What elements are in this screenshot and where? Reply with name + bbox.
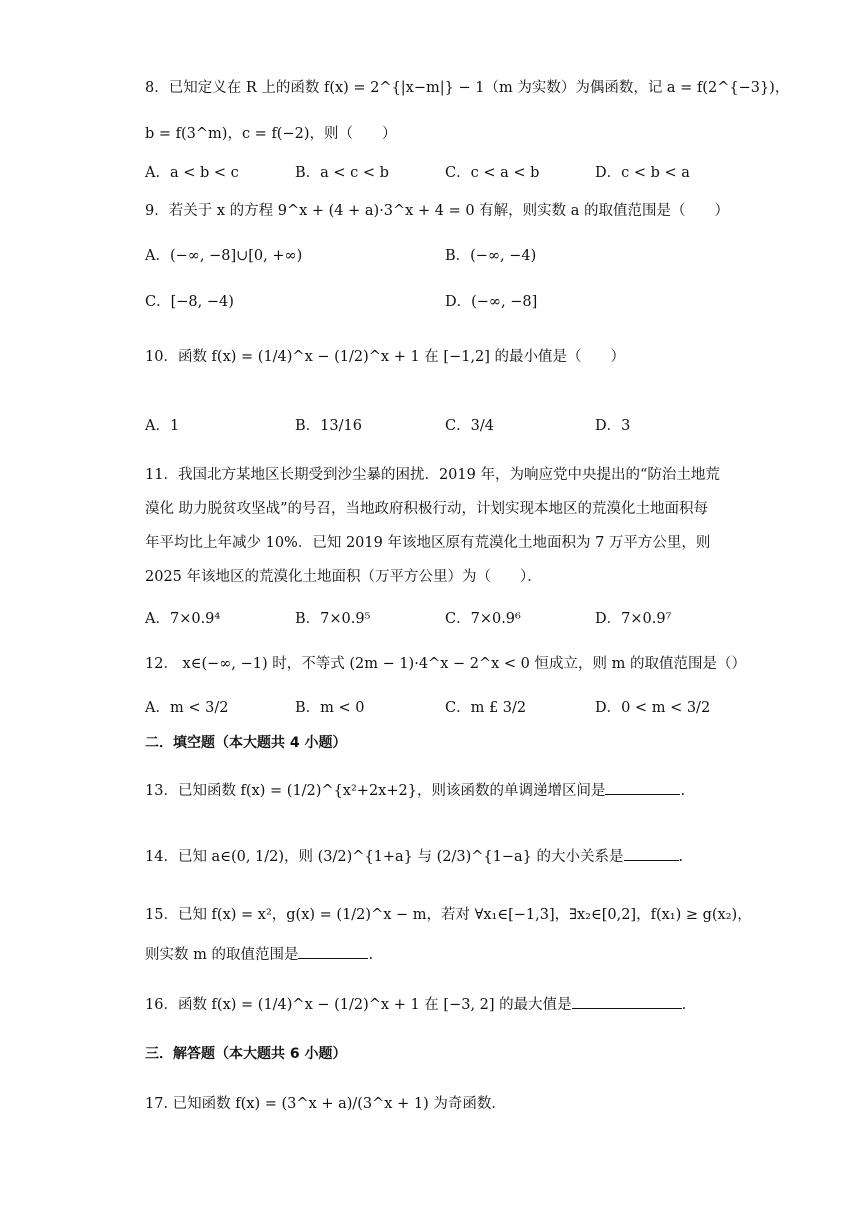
- q9-option-c: C．[−8, −4): [145, 294, 234, 310]
- q12-option-d: D．0 < m < 3/2: [595, 700, 711, 716]
- question-14: 14．已知 a∈(0, 1/2)，则 (3/2)^{1+a} 与 (2/3)^{1−a} 的大小关系是 .: [145, 846, 683, 867]
- q11-option-c: C．7×0.9⁶: [445, 611, 521, 627]
- q8-option-d: D．c < b < a: [595, 165, 690, 181]
- question-13-text: 13．已知函数 f(x) = (1/2)^{x²+2x+2}，则该函数的单调递增区间是: [145, 783, 606, 799]
- question-16: 16．函数 f(x) = (1/4)^x − (1/2)^x + 1 在 [−3, 2] 的最大值是 .: [145, 994, 686, 1015]
- q10-option-b: B．13/16: [295, 418, 362, 434]
- q11-option-d: D．7×0.9⁷: [595, 611, 672, 627]
- answer-blank-13[interactable]: [605, 780, 680, 795]
- question-13: 13．已知函数 f(x) = (1/2)^{x²+2x+2}，则该函数的单调递增区间是 .: [145, 780, 685, 801]
- q8-option-a: A．a < b < c: [145, 165, 239, 181]
- section-heading-fill-in: 二．填空题（本大题共 4 小题）: [145, 735, 347, 751]
- question-14-text: 14．已知 a∈(0, 1/2)，则 (3/2)^{1+a} 与 (2/3)^{1−a} 的大小关系是: [145, 849, 624, 865]
- question-12: 12． x∈(−∞, −1) 时，不等式 (2m − 1)·4^x − 2^x < 0 恒成立，则 m 的取值范围是（）: [145, 656, 746, 672]
- q12-option-c: C．m £ 3/2: [445, 700, 527, 716]
- q10-option-a: A．1: [145, 418, 180, 434]
- answer-blank-16[interactable]: [572, 994, 682, 1009]
- question-10: 10．函数 f(x) = (1/4)^x − (1/2)^x + 1 在 [−1,2] 的最小值是（ ）: [145, 349, 626, 365]
- section-heading-solutions: 三．解答题（本大题共 6 小题）: [145, 1046, 347, 1062]
- question-17: 17. 已知函数 f(x) = (3^x + a)/(3^x + 1) 为奇函数．: [145, 1096, 506, 1112]
- question-15-text: 则实数 m 的取值范围是: [145, 947, 299, 963]
- q9-option-d: D．(−∞, −8]: [445, 294, 538, 310]
- question-11: 11．我国北方某地区长期受到沙尘暴的困扰．2019 年，为响应党中央提出的“防治土地荒漠化 助力脱贫攻坚战”的号召，当地政府积极行动，计划实现本地区的荒漠化土地面积每年平均比上年减少 10%．已知 2019 年该地区原有荒漠化土地面积为 7 万平方公里，则 2025 年该地区的荒漠化土地面积（万平方公里）为（ ）．: [145, 467, 720, 585]
- q11-option-b: B．7×0.9⁵: [295, 611, 371, 627]
- q9-option-a: A．(−∞, −8]∪[0, +∞): [145, 248, 303, 264]
- q11-option-a: A．7×0.9⁴: [145, 611, 221, 627]
- q12-option-b: B．m < 0: [295, 700, 365, 716]
- question-8-line-1: 8．已知定义在 R 上的函数 f(x) = 2^{|x−m|} − 1（m 为实数）为偶函数，记 a = f(2^{−3})，: [145, 80, 790, 96]
- q10-option-d: D．3: [595, 418, 631, 434]
- q8-option-c: C．c < a < b: [445, 165, 540, 181]
- question-16-text: 16．函数 f(x) = (1/4)^x − (1/2)^x + 1 在 [−3, 2] 的最大值是: [145, 997, 572, 1013]
- q9-option-b: B．(−∞, −4): [445, 248, 537, 264]
- answer-blank-15[interactable]: [298, 944, 368, 959]
- answer-blank-14[interactable]: [624, 846, 679, 861]
- question-9: 9．若关于 x 的方程 9^x + (4 + a)·3^x + 4 = 0 有解，则实数 a 的取值范围是（ ）: [145, 203, 730, 219]
- q8-option-b: B．a < c < b: [295, 165, 389, 181]
- q12-option-a: A．m < 3/2: [145, 700, 229, 716]
- question-8-line-2: b = f(3^m)，c = f(−2)，则（ ）: [145, 126, 397, 142]
- question-15-line-1: 15．已知 f(x) = x²，g(x) = (1/2)^x − m，若对 ∀x₁∈[−1,3]，∃x₂∈[0,2]，f(x₁) ≥ g(x₂)，: [145, 907, 752, 923]
- question-15-line-2: 则实数 m 的取值范围是 .: [145, 944, 373, 965]
- q10-option-c: C．3/4: [445, 418, 494, 434]
